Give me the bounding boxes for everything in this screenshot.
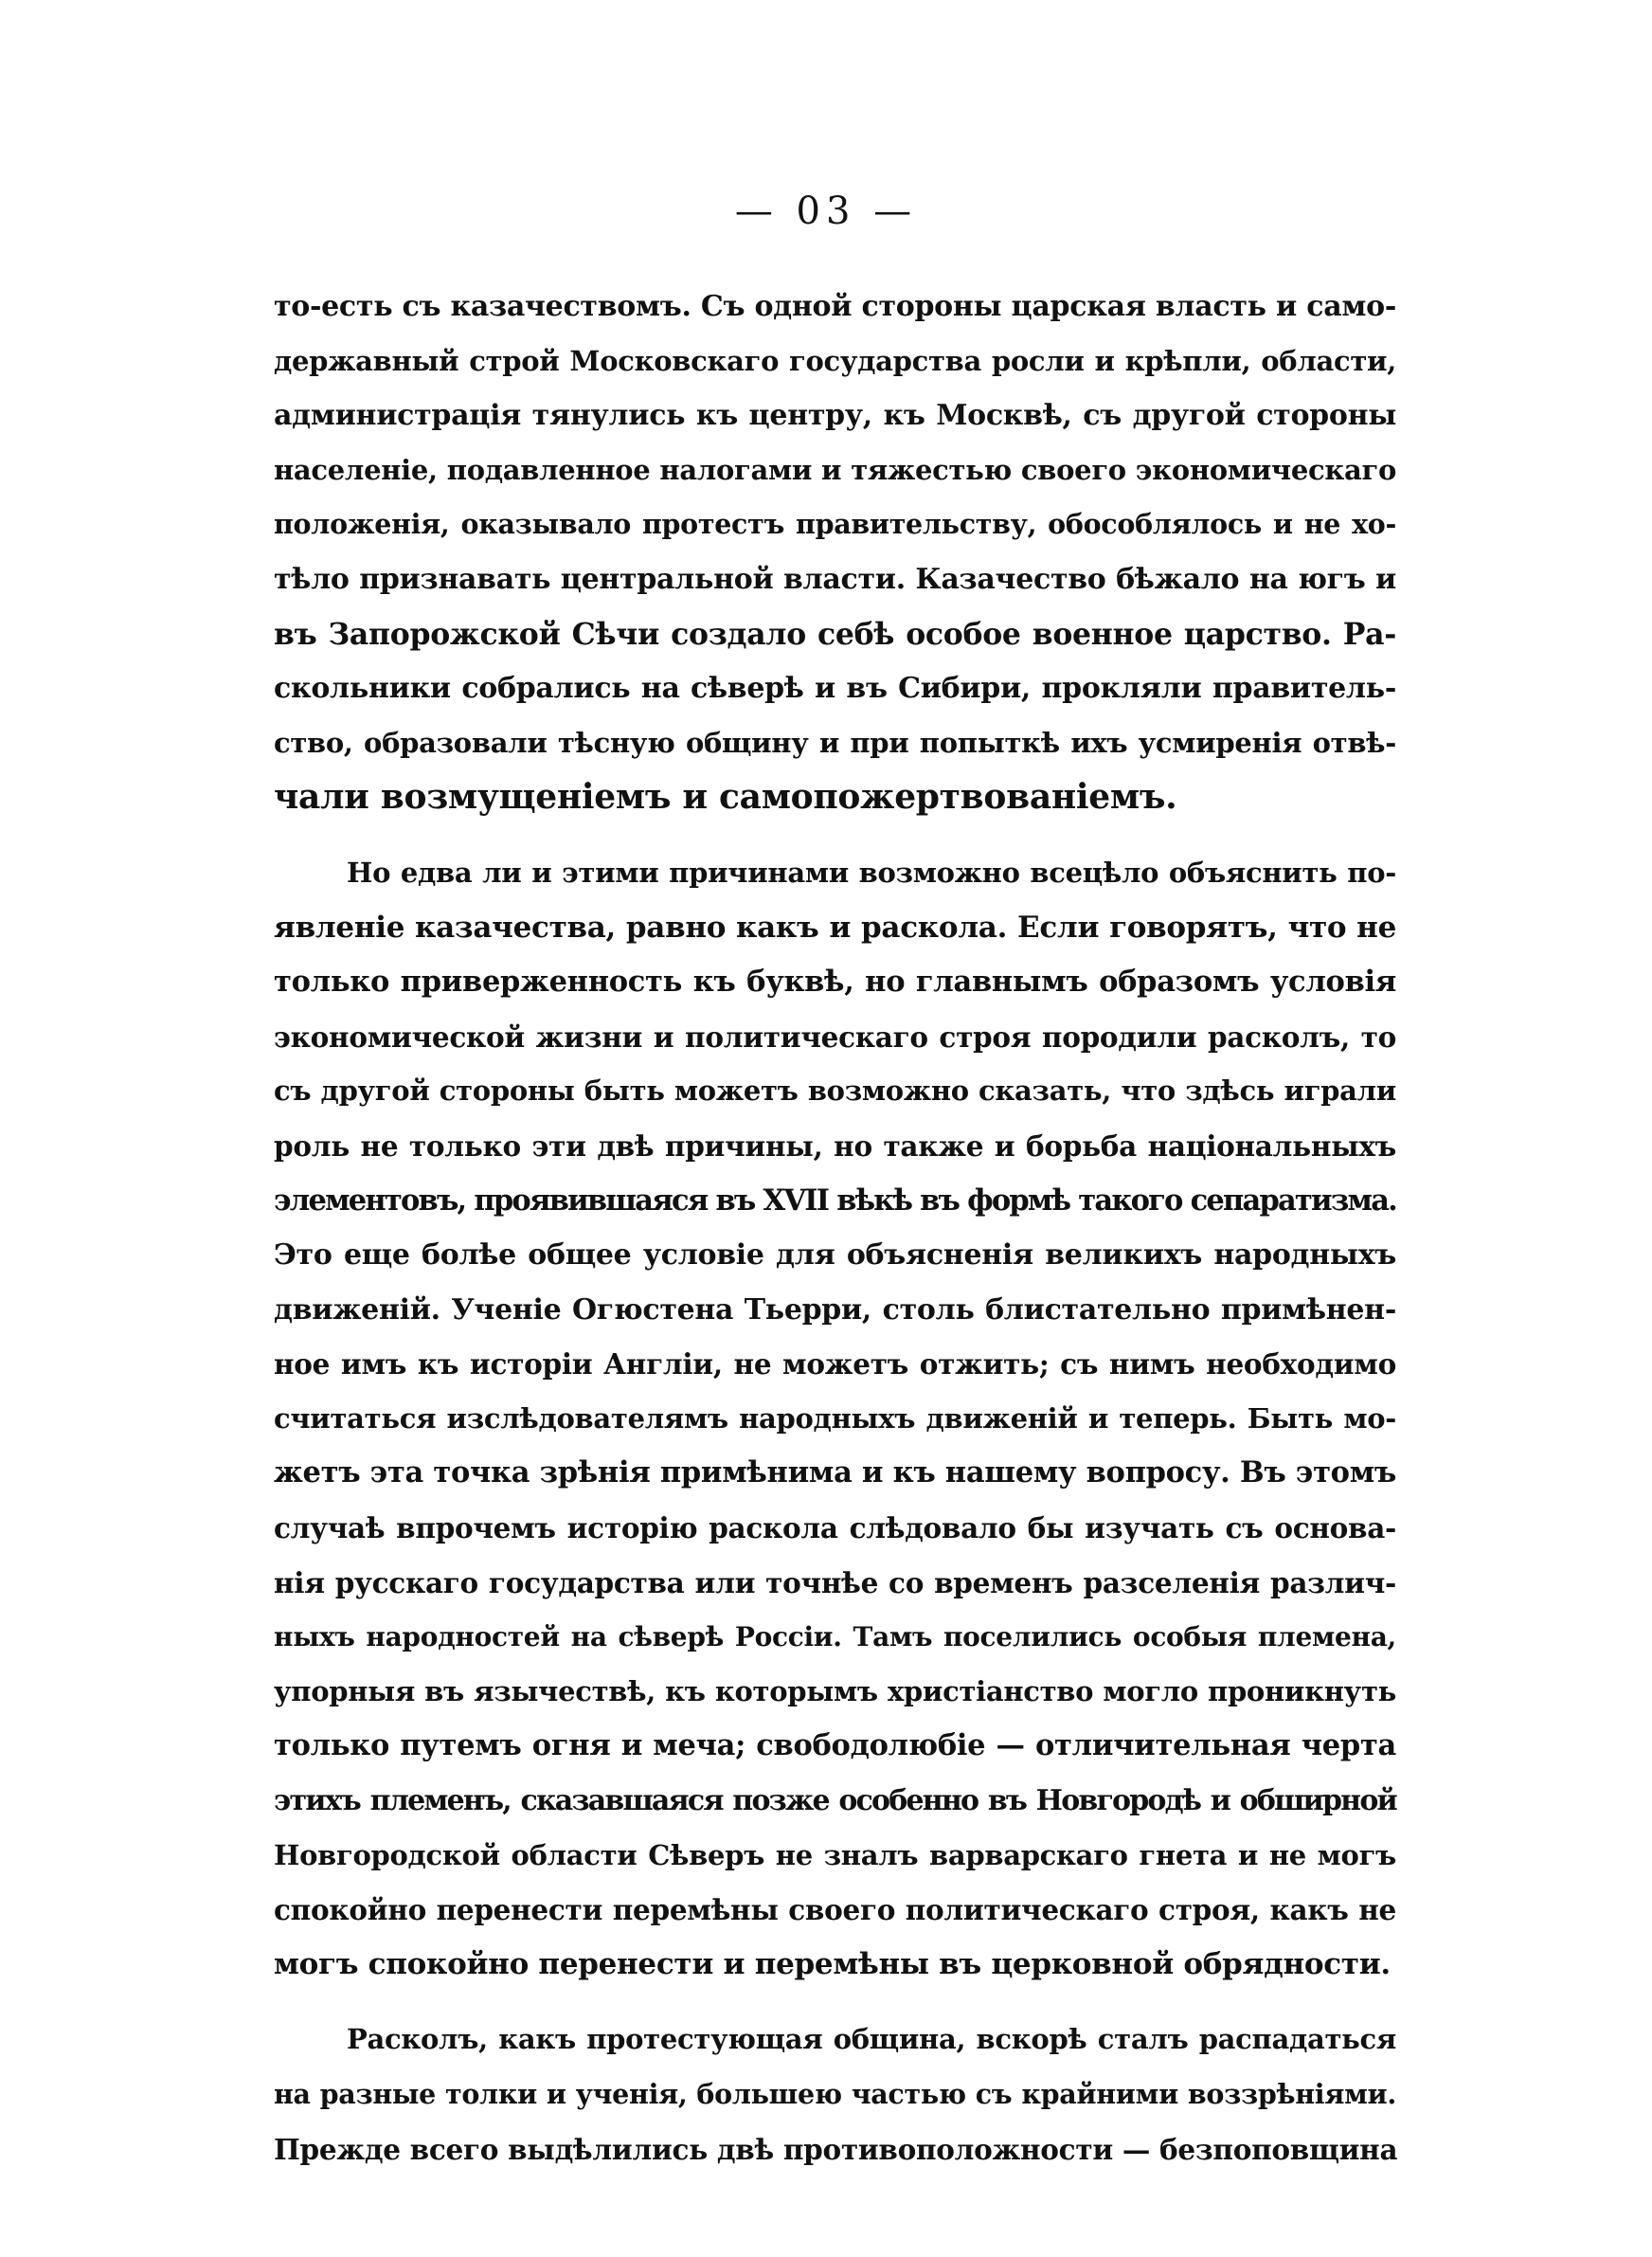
text-line: населеніе, подавленное налогами и тяжестью своего экономическаго: [274, 453, 1396, 486]
text-line: въ Запорожской Сѣчи создало себѣ особое военное царство. Ра-: [274, 616, 1396, 652]
text-line: то-есть съ казачествомъ. Съ одной стороны царская власть и само-: [274, 290, 1396, 323]
text-line: явленіе казачества, равно какъ и раскола. Если говорятъ, что не: [274, 910, 1396, 945]
text-line: элементовъ, проявившаяся въ XVII вѣкѣ въ формѣ такого сепаратизма.: [274, 1183, 1396, 1218]
text-line: на разные толки и ученія, большею частью съ крайними воззрѣніями.: [274, 2078, 1396, 2110]
text-line: ныхъ народностей на сѣверѣ Россіи. Тамъ поселились особыя племена,: [274, 1621, 1396, 1653]
text-line: нія русскаго государства или точнѣе со временъ разселенія различ-: [274, 1565, 1396, 1599]
text-line: Это еще болѣе общее условіе для объясненія великихъ народныхъ: [274, 1238, 1396, 1273]
paragraph-gap: [274, 825, 1396, 846]
text-line: экономической жизни и политическаго строя породили расколъ, то: [274, 1020, 1396, 1054]
text-line: съ другой стороны быть можетъ возможно сказать, что здѣсь играли: [274, 1074, 1396, 1108]
text-line: Новгородской области Сѣверъ не зналъ варварскаго гнета и не могъ: [274, 1838, 1396, 1871]
body-text: [274, 280, 1396, 2176]
text-line: спокойно перенести перемѣны своего политическаго строя, какъ не: [274, 1893, 1396, 1927]
text-line: только путемъ огня и меча; свободолюбіе — отличительная черта: [274, 1728, 1396, 1763]
text-line: жетъ эта точка зрѣнія примѣнима и къ нашему вопросу. Въ этомъ: [274, 1455, 1396, 1490]
text-line: чали возмущеніемъ и самопожертвованіемъ.: [274, 777, 1177, 818]
text-line: Но едва ли и этими причинами возможно всецѣло объяснить по-: [347, 856, 1396, 889]
text-line: роль не только эти двѣ причины, но также и борьба національныхъ: [274, 1128, 1396, 1163]
text-line: ное имъ къ исторіи Англіи, не можетъ отжить; съ нимъ необходимо: [274, 1347, 1396, 1381]
text-line: могъ спокойно перенести и перемѣны въ церковной обрядности.: [274, 1946, 1391, 1981]
text-line: положенія, оказывало протестъ правительству, обособлялось и не хо-: [274, 508, 1396, 541]
paragraph-gap: [274, 1992, 1396, 2013]
text-line: движеній. Ученіе Огюстена Тьерри, столь блистательно примѣнен-: [274, 1292, 1396, 1327]
text-line: упорныя въ язычествѣ, къ которымъ христіанство могло проникнуть: [274, 1674, 1396, 1707]
text-line: считаться изслѣдователямъ народныхъ движеній и теперь. Быть мо-: [274, 1401, 1396, 1435]
text-line: тѣло признавать центральной власти. Казачество бѣжало на югъ и: [274, 562, 1396, 596]
text-line: Расколъ, какъ протестующая община, вскорѣ сталъ распадаться: [347, 2023, 1396, 2056]
text-line: державный строй Московскаго государства росли и крѣпли, области,: [274, 344, 1396, 377]
text-line: администрація тянулись къ центру, къ Москвѣ, съ другой стороны: [274, 399, 1396, 433]
text-line: только приверженность къ буквѣ, но главнымъ образомъ условія: [274, 965, 1396, 1000]
text-line: ство, образовали тѣсную общину и при попыткѣ ихъ усмиренія отвѣ-: [274, 726, 1396, 759]
text-line: этихъ племенъ, сказавшаяся позже особенно въ Новгородѣ и обширной: [274, 1784, 1396, 1818]
text-line: случаѣ впрочемъ исторію раскола слѣдовало бы изучать съ основа-: [274, 1511, 1396, 1545]
text-line: Прежде всего выдѣлились двѣ противоположности — безпоповщина: [274, 2132, 1398, 2166]
text-line: скольники собрались на сѣверѣ и въ Сибири, прокляли правитель-: [274, 672, 1396, 706]
page-number: — 03 —: [734, 190, 918, 233]
